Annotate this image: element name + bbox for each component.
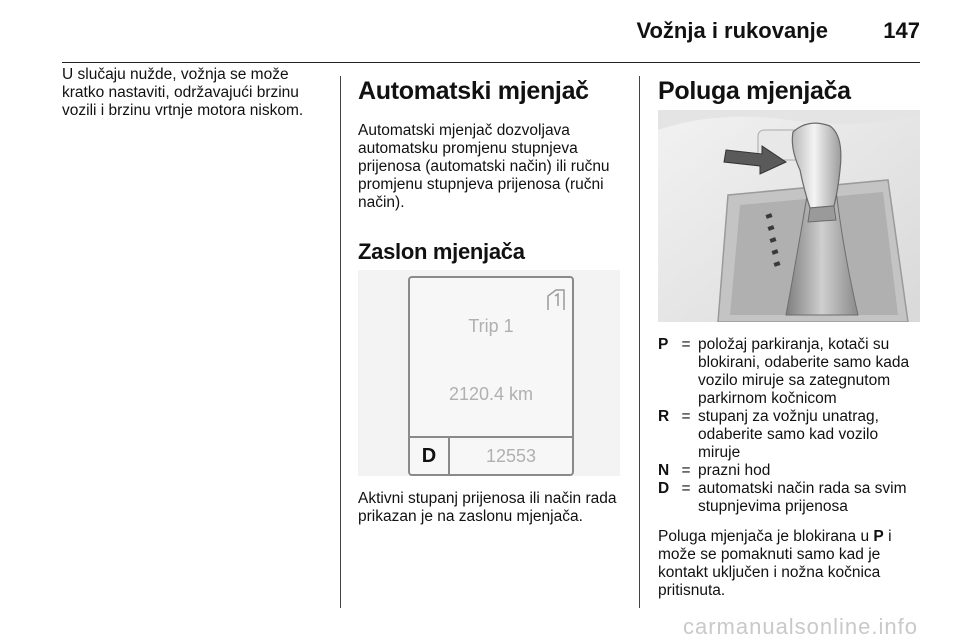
legend-equals: = (681, 336, 691, 353)
transmission-intro: Automatski mjenjač dozvoljava automatsku promjenu stupnjeva prijenosa (automatski način) ili ručnu promjenu stupnjeva prijenosa (ručni način). (358, 122, 610, 211)
legend-key: R (658, 408, 670, 425)
legend-key: N (658, 462, 670, 479)
lever-note-start: Poluga mjenjača je blokirana u (658, 528, 874, 545)
page-number: 147 (883, 18, 920, 43)
legend-text: automatski način rada sa svim stupnjevima prijenosa (698, 480, 907, 515)
legend-row-r (658, 408, 920, 462)
subheading-transmission-display: Zaslon mjenjača (358, 239, 525, 264)
display-caption: Aktivni stupanj prijenosa ili način rada prikazan je na zaslonu mjenjača. (358, 490, 617, 525)
legend-equals: = (681, 408, 691, 425)
gear-lever-image (658, 110, 920, 322)
watermark: carmanualsonline.info (682, 614, 918, 639)
column-3 (658, 64, 920, 624)
legend-equals: = (681, 462, 691, 479)
lever-note-key: P (873, 528, 884, 545)
section-heading-gear-lever: Poluga mjenjača (658, 77, 851, 105)
display-bottom-row (410, 436, 572, 474)
display-panel (408, 276, 574, 476)
trip-distance: 2120.4 km (448, 384, 534, 404)
column-divider (639, 76, 640, 608)
legend-row-p (658, 336, 920, 408)
column-1 (62, 64, 330, 120)
emergency-paragraph: U slučaju nužde, vožnja se može kratko nastaviti, održavajući brzinu vozili i brzinu vrtnje motora niskom. (62, 66, 304, 119)
legend-key: P (658, 336, 669, 353)
section-heading-automatic-transmission: Automatski mjenjač (358, 77, 589, 105)
column-divider (340, 76, 341, 608)
trip-counter-icon (546, 288, 566, 312)
gear-lever-illustration (658, 110, 920, 322)
gear-indicator: D (410, 438, 450, 474)
legend-text: položaj parkiranja, kotači su blokirani, odaberite samo kada vozilo miruje sa zategnutom parkirnom kočnicom (698, 336, 910, 407)
legend-text: stupanj za vožnju unatrag, odaberite samo kad vozilo miruje (698, 408, 879, 461)
lever-lock-note (658, 528, 920, 600)
legend-row-n (658, 462, 920, 480)
transmission-display-figure (358, 270, 620, 476)
gear-positions-legend (658, 336, 920, 516)
legend-row-d (658, 480, 920, 516)
column-2 (358, 64, 626, 624)
legend-equals: = (681, 480, 691, 497)
lever-note-end: i može se pomaknuti samo kad je kontakt uključen i nožna kočnica pritisnuta. (658, 528, 892, 599)
odometer-value: 12553 (485, 446, 537, 466)
trip-label: Trip 1 (468, 316, 514, 336)
page-title: Vožnja i rukovanje (636, 18, 828, 43)
legend-key: D (658, 480, 670, 497)
legend-text: prazni hod (698, 462, 771, 479)
page-header (62, 0, 920, 63)
